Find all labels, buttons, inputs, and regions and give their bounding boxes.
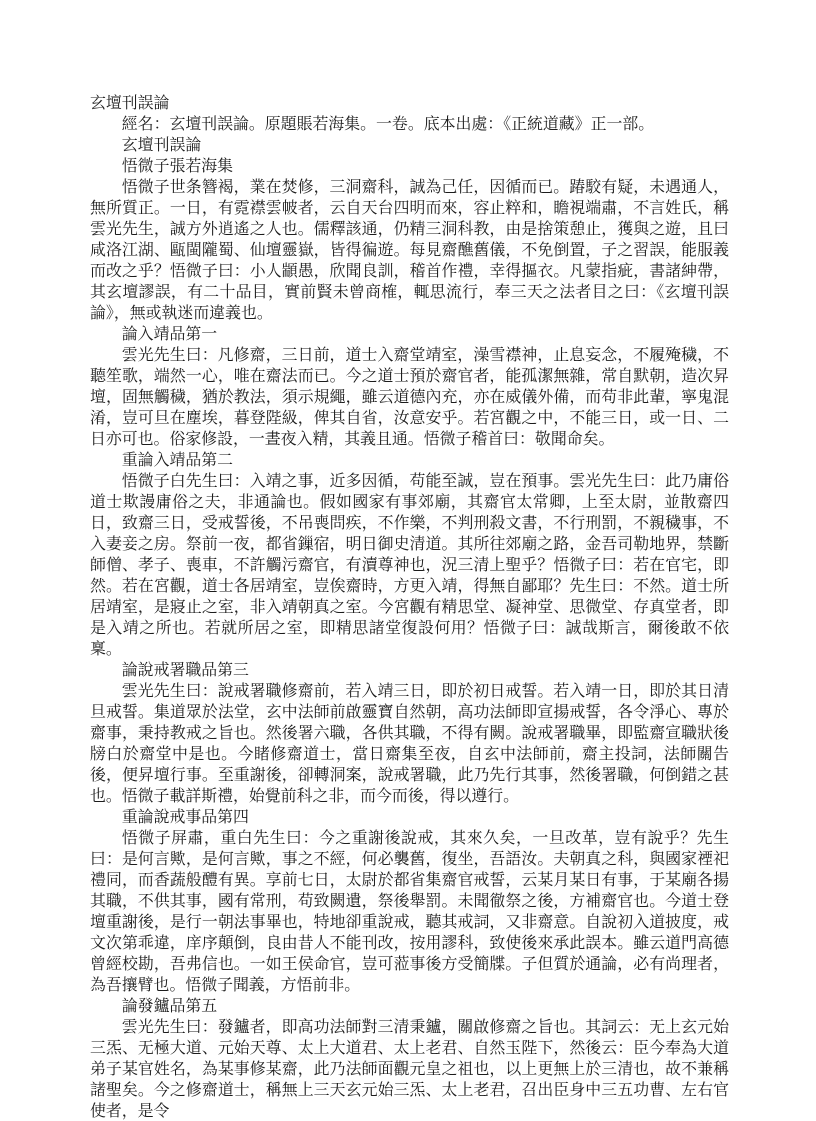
preface-paragraph: 悟微子世条簪褐，業在焚修，三洞齋科，誠為己任，因循而已。踳駮有疑，未遇通人，無所質正。一日，有霓襟雲帔者，云自天台四明而來，容止粹和，瞻視端肅，不言姓氏，稱雲光先生，誠方外逍遙之人也。儒釋該通，仍精三洞科教，由是捨策憩止，獲與之遊，且曰咸洛江湖、甌閩隴蜀、仙壇靈嶽，皆得徧遊。每見齋醮舊儀，不免倒置，子之習誤，能服義而改之乎？悟微子曰：小人顓愚，欣聞良訓，稽首作禮，幸得摳衣。凡蒙指疵，書諸紳帶，其玄壇謬誤，有二十品目，實前賢未曾商榷，輒思流行，奉三天之法者目之曰：《玄壇刊誤論》，無或執迷而違義也。 bbox=[90, 177, 729, 322]
section-paragraph-1: 雲光先生曰：凡修齋，三日前，道士入齋堂靖室，澡雪襟神，止息妄念，不履殗穢，不聽笙歌，端然一心，唯在齋法而已。今之道士預於齋官者，能孤潔無雜，常自默朝，造次昇壇，固無觸穢，猶於教法，須示規繩，雖云道德內充，亦在威儀外備，而苟非此輩，寧鬼混淆，豈可旦在塵埃，暮登陛級，俾其自省，汝意安乎。若宮觀之中，不能三日，或一日、二日亦可也。俗家修設，一晝夜入精，其義且通。悟微子稽首曰：敬聞命矣。 bbox=[90, 345, 729, 448]
section-paragraph-2: 悟微子白先生曰：入靖之事，近多因循，苟能至誠，豈在預事。雲光先生曰：此乃庸俗道士欺謾庸俗之夫，非通論也。假如國家有事郊廟，其齋官太常卿，上至太尉，並散齋四日，致齋三日，受戒誓後，不吊喪問疾，不作樂，不判刑殺文書，不行刑罰，不親穢事，不入妻妾之房。祭前一夜，都省鏁宿，明日御史清道。其所往郊廟之路，金吾司勒地界，禁斷師僧、孝子、喪車，不許觸污齋官，有瀆尊神也，況三清上聖乎？悟微子曰：若在官宅，即然。若在宮觀，道士各居靖室，豈俟齋時，方更入靖，得無自鄙耶？先生曰：不然。道士所居靖室，是寢止之室，非入靖朝真之室。今宮觀有精思堂、凝神堂、思微堂、存真堂者，即是入靖之所也。若就所居之室，即精思諸堂復設何用？悟微子曰：誠哉斯言，爾後敢不依稟。 bbox=[90, 471, 729, 658]
section-paragraph-4: 悟微子屏肅，重白先生曰：今之重謝後說戒，其來久矣，一旦改革，豈有說乎？先生曰：是何言歟，是何言歟，事之不經，何必襲舊，復坐，吾語汝。夫朝真之科，與國家禋祀禮同，而香蔬般醴有異。享前七日，太尉於都省集齋官戒誓，云某月某日有事，于某廟各揚其職，不供其事，國有常刑，苟致闕遺，祭後舉罰。未聞徹祭之後，方補齋官也。今道士登壇重謝後，是行一朝法事畢也，特地卻重說戒，聽其戒詞，又非齋意。自說初入道披度，戒文次第乖違，庠序顛倒，良由昔人不能刊改，按用謬科，致使後來承此誤本。雖云道門高德曾經校勘，吾弗信也。一如王侯命官，豈可蒞事後方受簡牒。子但質於通論，必有尚理者，為吾攘臂也。悟微子聞義，方悟前非。 bbox=[90, 828, 729, 994]
section-heading-4: 重論說戒事品第四 bbox=[121, 807, 249, 826]
section-heading-1: 論入靖品第一 bbox=[121, 324, 218, 343]
section-paragraph-3: 雲光先生曰：說戒署職修齋前，若入靖三日，即於初日戒誓。若入靖一日，即於其日清旦戒誓。集道眾於法堂，玄中法師前啟靈寶自然朝，高功法師即宣揚戒誓，各令淨心、專於齋事，秉持教戒之旨也。然後署六職，各供其職，不得有闕。說戒署職畢，即監齋宣職狀後牓白於齋堂中是也。今睹修齋道士，當日齋集至夜，自玄中法師前，齋主投詞，法師關告後，便昇壇行事。至重謝後，卻轉洞案，說戒署職，此乃先行其事，然後署職，何倒錯之甚也。悟微子載詳斯禮，始覺前科之非，而今而後，得以遵行。 bbox=[90, 681, 729, 805]
section-heading-5: 論發鑪品第五 bbox=[121, 996, 218, 1015]
author-line: 悟微子張若海集 bbox=[121, 156, 234, 175]
inner-title: 玄壇刊誤論 bbox=[121, 135, 202, 154]
section-paragraph-5: 雲光先生曰：發鑪者，即高功法師對三清秉鑪，關啟修齋之旨也。其詞云：无上玄元始三炁、无極大道、元始天尊、太上大道君、太上老君、自然玉陛下，然後云：臣今奉為大道弟子某官姓名，為某事修某齋，此乃法師面觀元皇之祖也，以上更無上於三清也，故不兼稱諸聖矣。今之修齋道士，稱無上三天玄元始三炁、太上老君，召出臣身中三五功曹、左右官使者，是令 bbox=[90, 1017, 729, 1120]
section-heading-3: 論說戒署職品第三 bbox=[121, 660, 249, 679]
colophon-line: 經名：玄壇刊誤論。原題賬若海集。一卷。底本出處：《正統道藏》正一部。 bbox=[121, 114, 655, 133]
document-page bbox=[90, 92, 729, 1121]
document-title: 玄壇刊誤論 bbox=[90, 93, 170, 112]
section-heading-2: 重論入靖品第二 bbox=[121, 450, 234, 469]
